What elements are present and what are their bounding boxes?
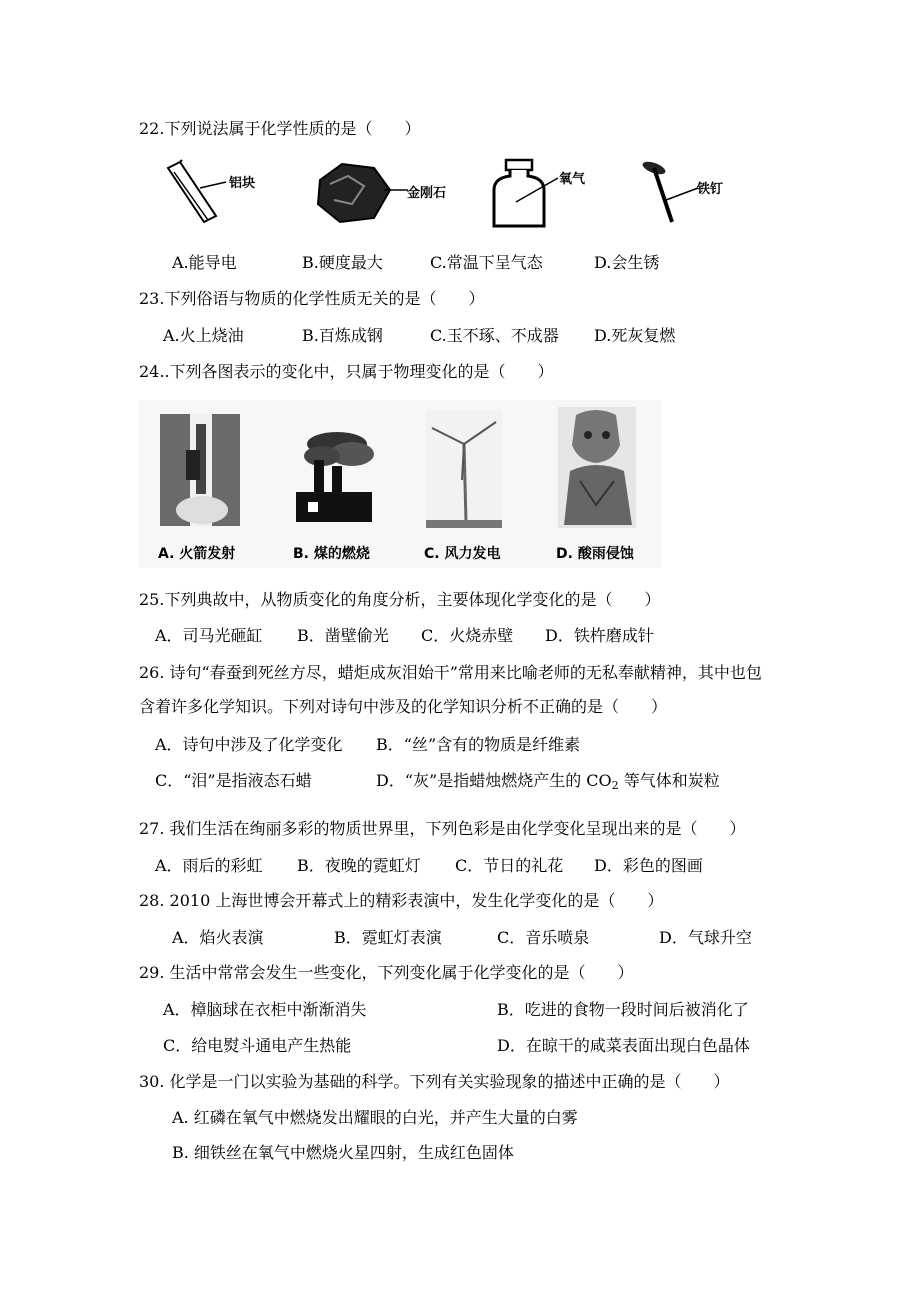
q24-caption-c: C. 风力发电 bbox=[424, 546, 501, 562]
q30-option-b: B. 细铁丝在氧气中燃烧火星四射，生成红色固体 bbox=[172, 1143, 514, 1162]
q26-stem-line2: 含着许多化学知识。下列对诗句中涉及的化学知识分析不正确的是（ ） bbox=[139, 697, 668, 716]
q26-option-b: B．“丝”含有的物质是纤维素 bbox=[376, 735, 581, 754]
q27-option-d: D．彩色的图画 bbox=[594, 856, 703, 875]
q23-stem: 23.下列俗语与物质的化学性质无关的是（ ） bbox=[139, 289, 485, 308]
q29-option-a: A．樟脑球在衣柜中渐渐消失 bbox=[163, 1000, 367, 1019]
q29-option-d: D．在晾干的咸菜表面出现白色晶体 bbox=[497, 1036, 750, 1055]
q24-caption-d: D. 酸雨侵蚀 bbox=[556, 546, 634, 562]
fig-label-oxygen: 氧气 bbox=[559, 172, 586, 187]
q25-option-c: C．火烧赤壁 bbox=[421, 626, 514, 645]
q28-option-d: D．气球升空 bbox=[659, 928, 752, 947]
q26-option-d bbox=[376, 771, 720, 796]
q22-option-b: B.硬度最大 bbox=[302, 253, 383, 272]
aluminum-block-figure bbox=[160, 158, 235, 228]
q23-option-c: C.玉不琢、不成器 bbox=[430, 326, 559, 345]
q26-option-c: C．“泪”是指液态石蜡 bbox=[155, 771, 312, 790]
q26-option-a: A．诗句中涉及了化学变化 bbox=[155, 735, 343, 754]
wind-power-figure bbox=[424, 408, 504, 530]
q26-option-d-text: D．“灰”是指蜡烛燃烧产生的 CO bbox=[376, 771, 612, 790]
q29-option-b: B．吃进的食物一段时间后被消化了 bbox=[497, 1000, 749, 1019]
q22-option-a: A.能导电 bbox=[172, 253, 237, 272]
q25-option-a: A．司马光砸缸 bbox=[155, 626, 263, 645]
q25-option-d: D．铁杵磨成针 bbox=[545, 626, 654, 645]
q26-option-d-tail: 等气体和炭粒 bbox=[618, 771, 720, 790]
fig-label-aluminum: 铝块 bbox=[229, 176, 256, 191]
coal-burning-figure bbox=[292, 430, 377, 530]
q28-stem: 28. 2010 上海世博会开幕式上的精彩表演中，发生化学变化的是（ ） bbox=[139, 891, 664, 910]
q29-stem: 29. 生活中常常会发生一些变化，下列变化属于化学变化的是（ ） bbox=[139, 963, 634, 982]
oxygen-bottle-figure bbox=[488, 158, 568, 233]
q25-stem: 25.下列典故中，从物质变化的角度分析，主要体现化学变化的是（ ） bbox=[139, 590, 661, 609]
q22-stem: 22.下列说法属于化学性质的是（ ） bbox=[139, 119, 421, 138]
q23-option-d: D.死灰复燃 bbox=[594, 326, 676, 345]
q27-option-a: A．雨后的彩虹 bbox=[155, 856, 263, 875]
q30-stem: 30. 化学是一门以实验为基础的科学。下列有关实验现象的描述中正确的是（ ） bbox=[139, 1072, 730, 1091]
q23-option-a: A.火上烧油 bbox=[163, 326, 244, 345]
q27-option-c: C．节日的礼花 bbox=[455, 856, 564, 875]
q23-option-b: B.百炼成钢 bbox=[302, 326, 383, 345]
q29-option-c: C．给电熨斗通电产生热能 bbox=[163, 1036, 352, 1055]
q30-option-a: A. 红磷在氧气中燃烧发出耀眼的白光，并产生大量的白雾 bbox=[172, 1108, 578, 1127]
q22-option-c: C.常温下呈气态 bbox=[430, 253, 543, 272]
q25-option-b: B．凿壁偷光 bbox=[297, 626, 389, 645]
q22-option-d: D.会生锈 bbox=[594, 253, 660, 272]
q24-stem: 24..下列各图表示的变化中，只属于物理变化的是（ ） bbox=[139, 362, 554, 381]
fig-label-diamond: 金刚石 bbox=[407, 186, 447, 201]
q24-caption-b: B. 煤的燃烧 bbox=[293, 546, 370, 562]
q28-option-c: C．音乐喷泉 bbox=[497, 928, 590, 947]
q26-stem-line1: 26. 诗句“春蚕到死丝方尽，蜡炬成灰泪始干”常用来比喻老师的无私奉献精神，其中也包 bbox=[139, 663, 762, 682]
q27-option-b: B．夜晚的霓虹灯 bbox=[297, 856, 421, 875]
q28-option-a: A．焰火表演 bbox=[172, 928, 264, 947]
fig-label-iron-nail: 铁钉 bbox=[697, 182, 724, 197]
q28-option-b: B．霓虹灯表演 bbox=[334, 928, 442, 947]
q24-caption-a: A. 火箭发射 bbox=[158, 546, 236, 562]
q27-stem: 27. 我们生活在绚丽多彩的物质世界里，下列色彩是由化学变化呈现出来的是（ ） bbox=[139, 819, 746, 838]
q26-option-d-subscript: 2 bbox=[611, 779, 619, 792]
rocket-launch-figure bbox=[158, 410, 243, 530]
diamond-figure bbox=[312, 160, 412, 230]
acid-rain-statue-figure bbox=[556, 405, 638, 530]
iron-nail-figure bbox=[640, 160, 700, 230]
